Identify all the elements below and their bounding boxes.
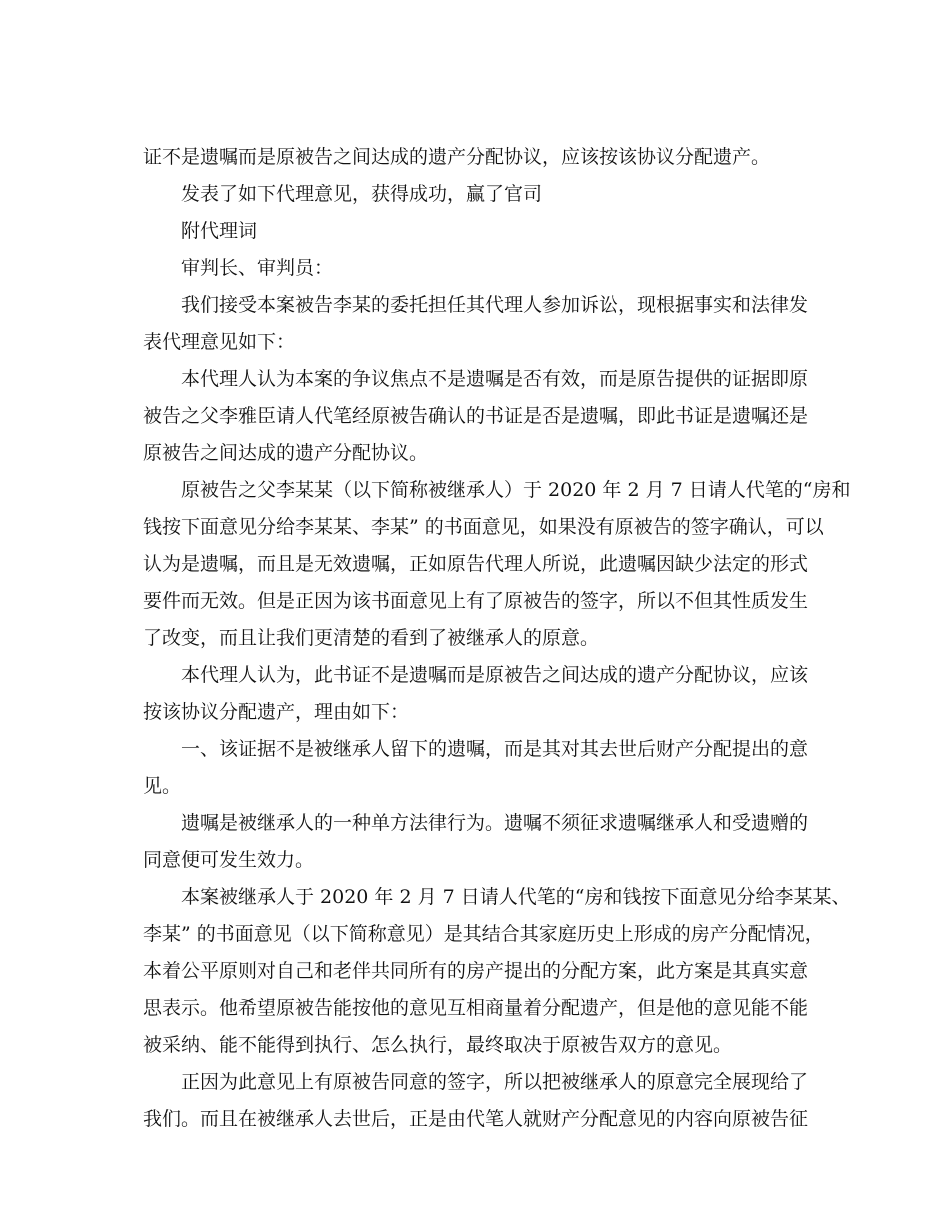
text-line: 发表了如下代理意见，获得成功，赢了官司 bbox=[181, 183, 543, 205]
text-line: 按该协议分配遗产，理由如下： bbox=[143, 701, 410, 723]
text-line: 本代理人认为，此书证不是遗嘱而是原被告之间达成的遗产分配协议，应该 bbox=[181, 664, 809, 686]
text-line: 表代理意见如下： bbox=[143, 331, 296, 353]
text-line: 附代理词 bbox=[181, 220, 258, 242]
text-line: 我们接受本案被告李某的委托担任其代理人参加诉讼，现根据事实和法律发 bbox=[181, 294, 809, 316]
text-line: 原被告之父李某某（以下简称被继承人）于 2020 年 2 月 7 日请人代笔的“房和 bbox=[181, 479, 851, 501]
text-line: 本着公平原则对自己和老伴共同所有的房产提出的分配方案，此方案是其真实意 bbox=[143, 960, 809, 982]
text-line: 证不是遗嘱而是原被告之间达成的遗产分配协议，应该按该协议分配遗产。 bbox=[143, 146, 771, 168]
text-line: 正因为此意见上有原被告同意的签字，所以把被继承人的原意完全展现给了 bbox=[181, 1071, 809, 1093]
text-line: 李某” 的书面意见（以下简称意见）是其结合其家庭历史上形成的房产分配情况， bbox=[143, 923, 824, 945]
text-line: 审判长、审判员： bbox=[181, 257, 334, 279]
text-line: 原被告之间达成的遗产分配协议。 bbox=[143, 442, 429, 464]
text-line: 遗嘱是被继承人的一种单方法律行为。遗嘱不须征求遗嘱继承人和受遗赠的 bbox=[181, 812, 809, 834]
text-line: 同意便可发生效力。 bbox=[143, 849, 315, 871]
text-line: 了改变，而且让我们更清楚的看到了被继承人的原意。 bbox=[143, 627, 600, 649]
text-line: 要件而无效。但是正因为该书面意见上有了原被告的签字，所以不但其性质发生 bbox=[143, 590, 809, 612]
text-line: 见。 bbox=[143, 775, 182, 797]
text-line: 思表示。他希望原被告能按他的意见互相商量着分配遗产，但是他的意见能不能 bbox=[143, 997, 809, 1019]
document-body bbox=[143, 139, 851, 1138]
text-line: 钱按下面意见分给李某某、李某” 的书面意见，如果没有原被告的签字确认，可以 bbox=[143, 516, 824, 538]
text-line: 被采纳、能不能得到执行、怎么执行，最终取决于原被告双方的意见。 bbox=[143, 1034, 733, 1056]
text-line: 被告之父李雅臣请人代笔经原被告确认的书证是否是遗嘱，即此书证是遗嘱还是 bbox=[143, 405, 809, 427]
text-line: 本代理人认为本案的争议焦点不是遗嘱是否有效，而是原告提供的证据即原 bbox=[181, 368, 809, 390]
text-line: 本案被继承人于 2020 年 2 月 7 日请人代笔的“房和钱按下面意见分给李某某、 bbox=[181, 886, 851, 908]
text-line: 一、该证据不是被继承人留下的遗嘱，而是其对其去世后财产分配提出的意 bbox=[181, 738, 809, 760]
text-line: 认为是遗嘱，而且是无效遗嘱，正如原告代理人所说，此遗嘱因缺少法定的形式 bbox=[143, 553, 809, 575]
text-line: 我们。而且在被继承人去世后，正是由代笔人就财产分配意见的内容向原被告征 bbox=[143, 1108, 809, 1130]
